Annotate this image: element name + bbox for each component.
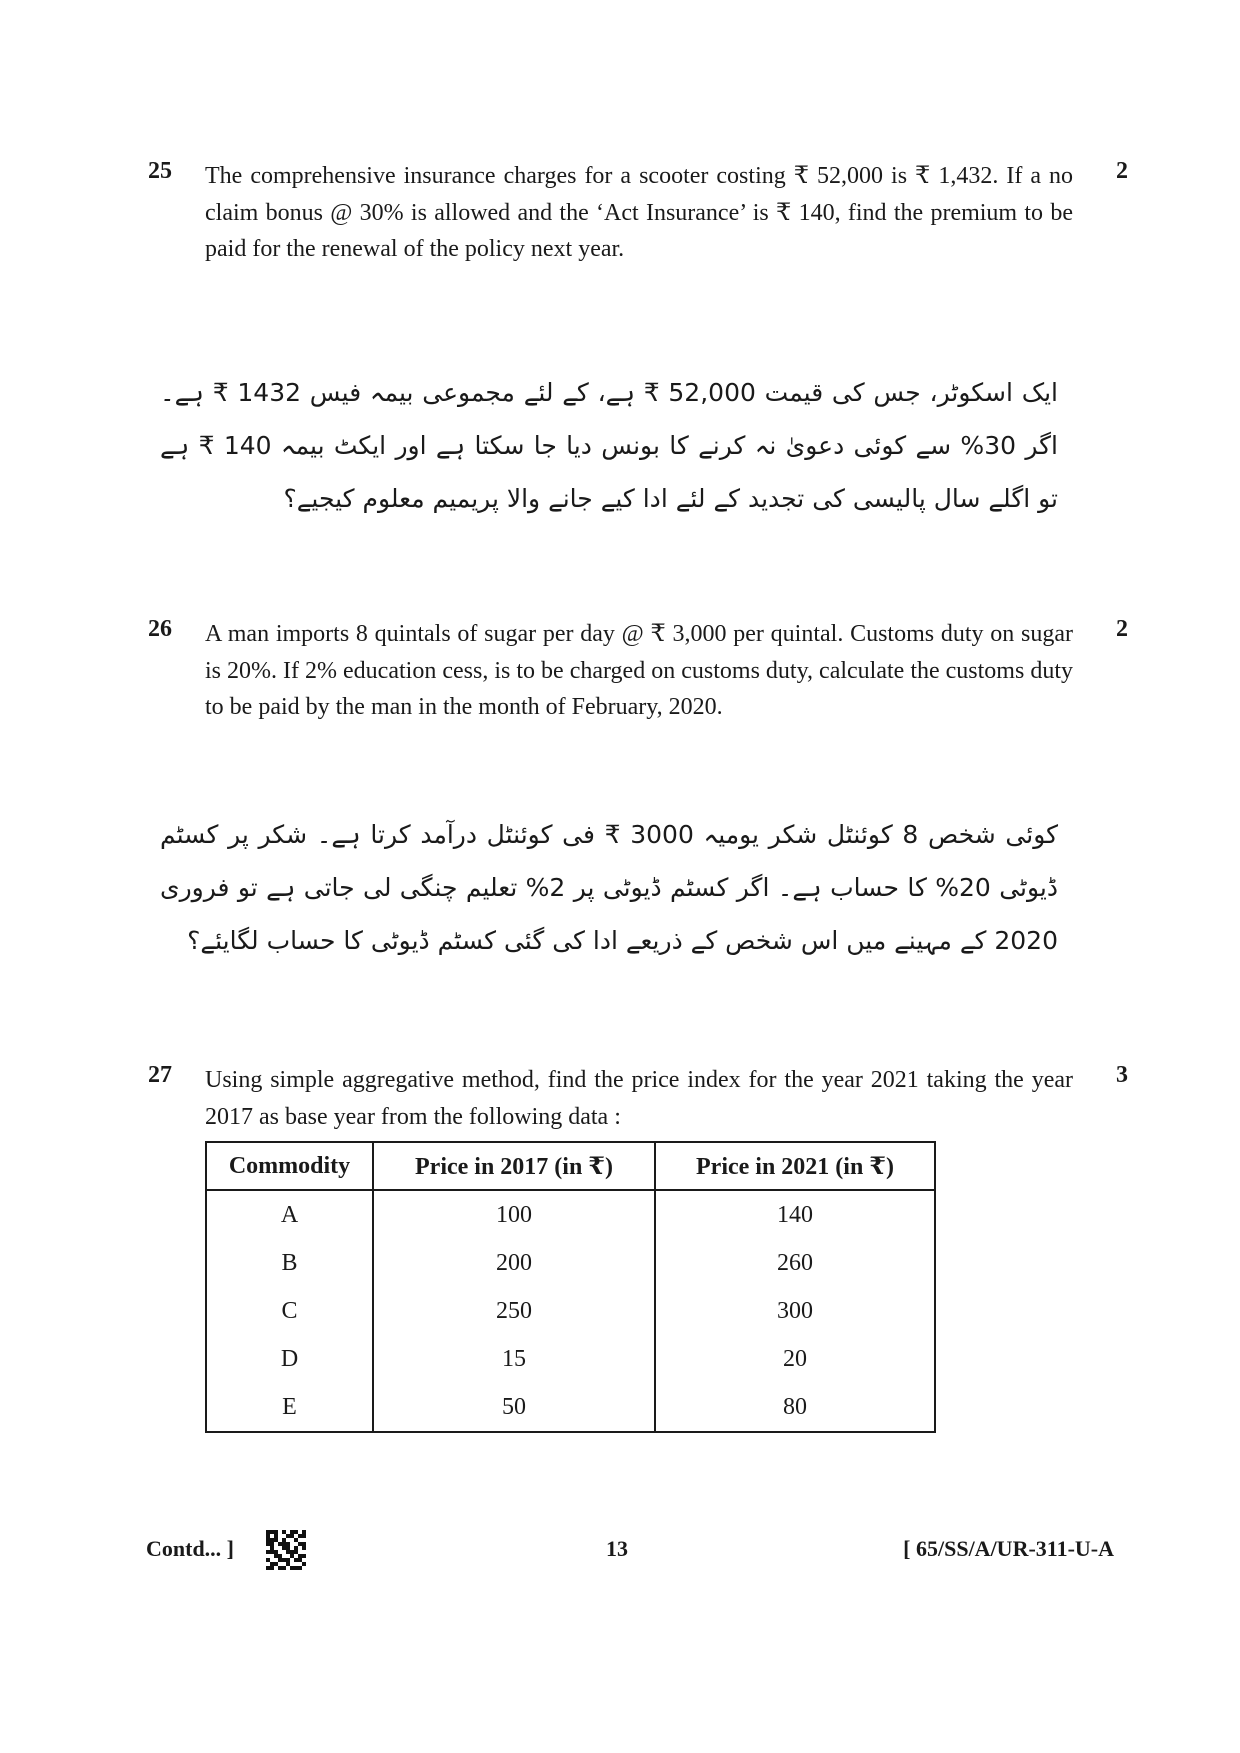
question-marks: 3 xyxy=(1116,1062,1128,1088)
header-commodity: Commodity xyxy=(206,1142,373,1190)
question-26 xyxy=(148,616,1128,726)
question-25-urdu: ایک اسکوٹر، جس کی قیمت 52,000 ₹ ہے، کے لئے مجموعی بیمہ فیس 1432 ₹ ہے۔ اگر 30% سے کوئی دعویٰ نہ کرنے کا بونس دیا جا سکتا ہے اور ایکٹ بیمہ 140 ₹ ہے تو اگلے سال پالیسی کی تجدید کے لئے ادا کیے جانے والا پریمیم معلوم کیجیے؟ xyxy=(160,378,1058,513)
page-footer xyxy=(146,1530,1114,1570)
question-27 xyxy=(148,1062,1128,1433)
cell-price-2021: 140 xyxy=(655,1190,935,1239)
header-price-2017: Price in 2017 (in ₹) xyxy=(373,1142,655,1190)
qr-code-icon xyxy=(266,1530,306,1570)
cell-commodity: C xyxy=(206,1287,373,1335)
question-25 xyxy=(148,158,1128,268)
table-row xyxy=(206,1239,935,1287)
cell-commodity: E xyxy=(206,1383,373,1432)
table-row xyxy=(206,1383,935,1432)
question-marks: 2 xyxy=(1116,616,1128,642)
cell-price-2017: 15 xyxy=(373,1335,655,1383)
header-price-2021: Price in 2021 (in ₹) xyxy=(655,1142,935,1190)
question-26-urdu: کوئی شخص 8 کوئنٹل شکر یومیہ 3000 ₹ فی کوئنٹل درآمد کرتا ہے۔ شکر پر کسٹم ڈیوٹی 20% کا حساب ہے۔ اگر کسٹم ڈیوٹی پر 2% تعلیم چنگی لی جاتی ہے تو فروری 2020 کے مہینے میں اس شخص کے ذریعے ادا کی گئی کسٹم ڈیوٹی کا حساب لگایئے؟ xyxy=(160,820,1059,955)
table-row xyxy=(206,1190,935,1239)
price-data-table xyxy=(205,1141,936,1433)
page-number: 13 xyxy=(606,1536,628,1561)
cell-price-2017: 100 xyxy=(373,1190,655,1239)
cell-price-2017: 50 xyxy=(373,1383,655,1432)
question-number: 25 xyxy=(148,158,172,184)
cell-price-2021: 260 xyxy=(655,1239,935,1287)
cell-commodity: D xyxy=(206,1335,373,1383)
cell-price-2021: 300 xyxy=(655,1287,935,1335)
table-row xyxy=(206,1335,935,1383)
question-number: 26 xyxy=(148,616,172,642)
table-header-row xyxy=(206,1142,935,1190)
cell-price-2017: 250 xyxy=(373,1287,655,1335)
cell-price-2021: 20 xyxy=(655,1335,935,1383)
contd-label: Contd... ] xyxy=(146,1536,235,1561)
question-marks: 2 xyxy=(1116,158,1128,184)
cell-commodity: A xyxy=(206,1190,373,1239)
table-row xyxy=(206,1287,935,1335)
question-number: 27 xyxy=(148,1062,172,1088)
question-text: The comprehensive insurance charges for a scooter costing ₹ 52,000 is ₹ 1,432. If a no claim bonus @ 30% is allowed and the ‘Act Insurance’ is ₹ 140, find the premium to be paid for the renewal of the policy next year. xyxy=(205,163,1073,262)
cell-price-2021: 80 xyxy=(655,1383,935,1432)
cell-price-2017: 200 xyxy=(373,1239,655,1287)
paper-code: [ 65/SS/A/UR-311-U-A xyxy=(903,1536,1114,1561)
question-text: A man imports 8 quintals of sugar per day @ ₹ 3,000 per quintal. Customs duty on sugar is 20%. If 2% education cess, is to be charged on customs duty, calculate the customs duty to be paid by the man in the month of February, 2020. xyxy=(205,621,1073,720)
question-text: Using simple aggregative method, find the price index for the year 2021 taking the year 2017 as base year from the following data : xyxy=(205,1067,1073,1130)
cell-commodity: B xyxy=(206,1239,373,1287)
